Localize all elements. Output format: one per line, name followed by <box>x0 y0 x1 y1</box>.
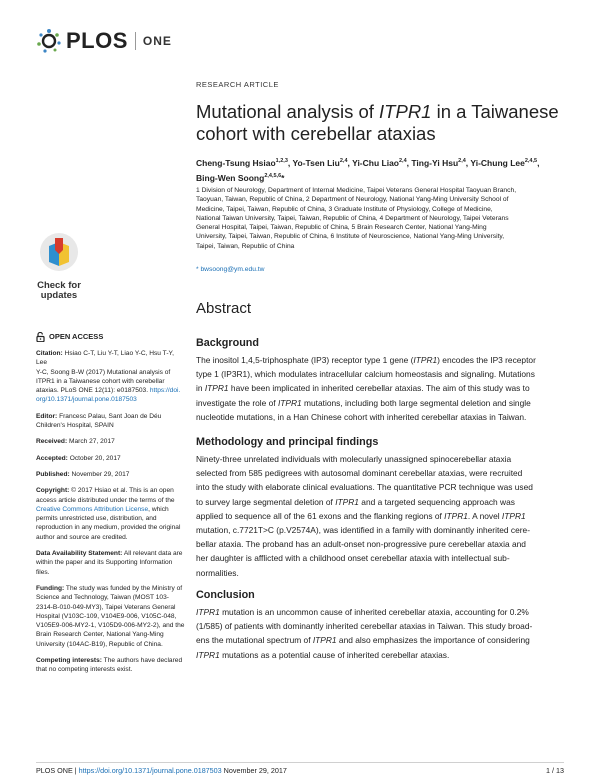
funding-block <box>36 584 186 649</box>
citation-doi-link-cont[interactable]: org/10.1371/journal.pone.0187503 <box>36 396 137 404</box>
methods-line: to survey large segmental deletion of ITPR1 and a targeted sequencing approach was <box>196 496 515 507</box>
funding-label: Funding: <box>36 584 65 592</box>
logo-one-text: ONE <box>142 34 172 48</box>
data-availability-block <box>36 549 186 577</box>
background-line: investigate the role of ITPR1 mutations, including both large segmental deletion and single <box>196 397 531 408</box>
open-access-label: OPEN ACCESS <box>49 332 104 342</box>
competing-line: The authors have declared <box>101 657 183 665</box>
cc-license-link[interactable]: Creative Commons Attribution License <box>36 505 149 513</box>
funding-line: 2314-B-010-049-MY3), Taipei Veterans General <box>36 603 176 611</box>
affiliation-line: Taoyuan, Taiwan, Republic of China, 2 Department of Neurology, National Yang-Ming University School of <box>196 196 509 204</box>
background-line: The inositol 1,4,5-triphosphate (IP3) receptor type 1 gene (ITPR1) encodes the IP3 receptor <box>196 355 536 365</box>
funding-line: University (104AC-B19), Republic of China. <box>36 640 163 648</box>
funding-line: V105E9-006-MY2-1, V105D9-006-MY2-2), and the <box>36 622 185 630</box>
funding-line: Brain Research Center, National Yang-Ming <box>36 631 164 639</box>
author-name[interactable]: Cheng-Tsung Hsiao$^{1,2,3}$ <box>196 157 288 168</box>
conclusion-line: (1/585) of patients with dominantly inherited cerebellar ataxias in Taiwan. This study broad- <box>196 621 533 632</box>
editor-line: Francesc Palau, Sant Joan de Déu <box>57 412 162 420</box>
data-line: files. <box>36 568 50 576</box>
check-for-updates-badge[interactable] <box>36 232 82 301</box>
open-access-badge <box>36 332 186 342</box>
copyright-line: permits unrestricted use, distribution, and <box>36 515 157 523</box>
conclusion-line: ITPR1 mutation is an uncommon cause of inherited cerebellar ataxia, accounting for 0.2% <box>196 607 529 617</box>
check-updates-icon <box>39 232 79 272</box>
citation-line: ITPR1 in a Taiwanese cohort with cerebellar <box>36 377 165 385</box>
citation-line: ataxias. PLoS ONE 12(11): e0187503. <box>36 387 149 395</box>
received-date: March 27, 2017 <box>67 438 115 446</box>
citation-block <box>36 349 186 405</box>
conclusion-body <box>196 605 572 662</box>
editor-label: Editor: <box>36 412 58 420</box>
data-line: All relevant data are <box>122 550 183 558</box>
methods-line: selected from 585 pedigrees with autosomal dominant cerebellar ataxias, were recruited <box>196 468 523 479</box>
conclusion-heading: Conclusion <box>196 589 255 601</box>
methods-line: mutation, c.7721T>C (p.V2574A), was identified in a family with dominantly inherited cere- <box>196 525 531 536</box>
methods-heading: Methodology and principal findings <box>196 436 379 448</box>
check-updates-line1: Check for <box>37 280 81 291</box>
received-label: Received: <box>36 438 68 446</box>
affiliation-line: General Hospital, Taipei, Taiwan, Republic of China, 5 Brain Research Center, National Yang-Ming <box>196 224 487 232</box>
copyright-line: author and source are credited. <box>36 533 128 541</box>
methods-body <box>196 452 572 580</box>
check-updates-line2: updates <box>40 290 78 301</box>
affiliation-line: Taipei, Taiwan, Republic of China <box>196 242 295 250</box>
author-name[interactable]: Ting-Yi Hsu$^{2,4}$ <box>411 157 466 168</box>
article-title <box>196 101 572 145</box>
funding-line: Hospital (V103C-109, V104E9-006, V105C-048, <box>36 612 177 620</box>
copyright-line: © 2017 Hsiao et al. This is an open <box>69 487 174 495</box>
citation-line: Hsiao C-T, Liu Y-T, Liao Y-C, Hsu T-Y, Lee <box>36 350 174 367</box>
author-name[interactable]: Bing-Wen Soong$^{2,4,5,6}$ <box>196 172 282 183</box>
published-label: Published: <box>36 470 70 478</box>
affiliation-line: Medicine, Taipei, Taiwan, Republic of China, 3 Graduate Institute of Physiology, College of Medicine, <box>196 205 493 213</box>
footer-doi-link[interactable]: https://doi.org/10.1371/journal.pone.0187503 <box>78 766 222 775</box>
article-metadata-sidebar <box>36 332 186 682</box>
copyright-block <box>36 486 186 542</box>
data-availability-label: Data Availability Statement: <box>36 550 123 558</box>
funding-line: The study was funded by the Ministry of <box>64 584 183 592</box>
affiliation-line: National Taiwan University, Taipei, Taiwan, Republic of China, 4 Department of Neurology, Taipei Veterans <box>196 214 509 222</box>
background-line: in ITPR1 have been implicated in inherited cerebellar ataxias. The aim of this study was to <box>196 383 530 394</box>
conclusion-line: ens the mutational spectrum of ITPR1 and also emphasizes the importance of considering <box>196 635 530 646</box>
footer-date: November 29, 2017 <box>221 766 287 775</box>
published-date: November 29, 2017 <box>69 470 130 478</box>
title-gene-italic: ITPR1 <box>379 101 432 122</box>
received-block <box>36 437 186 446</box>
open-lock-icon <box>36 332 45 342</box>
abstract-heading: Abstract <box>196 300 252 317</box>
affiliation-line: 1 Division of Neurology, Department of Internal Medicine, Taipei Veterans General Hospital Taoyuan Branch, <box>196 187 517 194</box>
accepted-date: October 20, 2017 <box>67 454 121 462</box>
plos-logo-icon <box>36 28 62 54</box>
copyright-line: reproduction in any medium, provided the original <box>36 524 181 532</box>
author-list: Cheng-Tsung Hsiao$^{1,2,3}$, Yo-Tsen Liu$^{2,4}$, Yi-Chu Liao$^{2,4}$, Ting-Yi Hsu$^{2,4}$, Yi-Chung Lee$^{2,4,5}$, Bing-Wen Soong$^{2,4,5,6}$* <box>196 157 540 183</box>
affiliations <box>196 186 572 251</box>
published-block <box>36 470 186 479</box>
background-heading: Background <box>196 337 259 349</box>
competing-interests-block <box>36 656 186 675</box>
title-text-post: in a Taiwanese <box>431 101 559 122</box>
citation-doi-link[interactable]: https://doi. <box>149 387 181 395</box>
methods-line: Ninety-three unrelated individuals with molecularly unassigned spinocerebellar ataxia <box>196 454 512 464</box>
plos-one-logo <box>36 28 172 54</box>
editor-block <box>36 412 186 431</box>
citation-line: Y-C, Soong B-W (2017) Mutational analysis of <box>36 368 171 376</box>
conclusion-line: ITPR1 mutations as a potential cause of inherited cerebellar ataxias. <box>196 649 450 660</box>
author-name[interactable]: Yo-Tsen Liu$^{2,4}$ <box>292 157 348 168</box>
accepted-block <box>36 454 186 463</box>
footer-divider <box>36 762 564 763</box>
author-name[interactable]: Yi-Chung Lee$^{2,4,5}$ <box>470 157 538 168</box>
title-text-line2: cohort with cerebellar ataxias <box>196 123 436 144</box>
background-body <box>196 353 572 424</box>
methods-line: her daughter is afflicted with a childhood onset cerebellar ataxia with intellectual sub- <box>196 553 510 564</box>
logo-separator <box>135 32 136 50</box>
data-line: within the paper and its Supporting Information <box>36 559 173 567</box>
competing-interests-label: Competing interests: <box>36 657 102 665</box>
copyright-label: Copyright: <box>36 487 70 495</box>
methods-line: into the study with elaborate clinical evaluations. The quantitative PCR technique was used <box>196 482 533 493</box>
background-line: type 1 (IP3R1), which modulates intracellular calcium homeostasis and signaling. Mutations <box>196 369 535 380</box>
competing-line: that no competing interests exist. <box>36 666 133 674</box>
page-number: 1 / 13 <box>546 766 564 775</box>
background-line: nucleotide mutations, in a Han Chinese cohort with inherited cerebellar ataxias in Taiwan. <box>196 411 527 422</box>
logo-plos-text: PLOS <box>66 28 128 53</box>
corresponding-email-link[interactable]: * bwsoong@ym.edu.tw <box>196 266 265 273</box>
footer-journal: PLOS ONE | <box>36 766 79 775</box>
methods-line: bellar ataxia. The proband has an adult-onset non-progressive pure cerebellar ataxia and <box>196 539 526 550</box>
copyright-line: access article distributed under the terms of the <box>36 496 175 504</box>
author-name[interactable]: Yi-Chu Liao$^{2,4}$ <box>352 157 407 168</box>
funding-line: Science and Technology, Taiwan (MOST 103- <box>36 594 169 602</box>
copyright-line: , which <box>148 505 169 513</box>
title-text-pre: Mutational analysis of <box>196 101 380 122</box>
methods-line: normalities. <box>196 567 239 578</box>
affiliation-line: University, Taipei, Taiwan, Republic of China, 6 Institute of Neuroscience, National Yang-Ming University, <box>196 233 505 241</box>
corresponding-author-mark: * <box>281 172 285 183</box>
article-type-label: RESEARCH ARTICLE <box>196 80 279 89</box>
footer-citation <box>36 766 287 775</box>
citation-label: Citation: <box>36 350 63 357</box>
accepted-label: Accepted: <box>36 454 68 462</box>
editor-line: Children's Hospital, SPAIN <box>36 422 114 430</box>
methods-line: applied to sequence all of the 61 exons and the flanking regions of ITPR1. A novel ITPR1 <box>196 510 526 521</box>
